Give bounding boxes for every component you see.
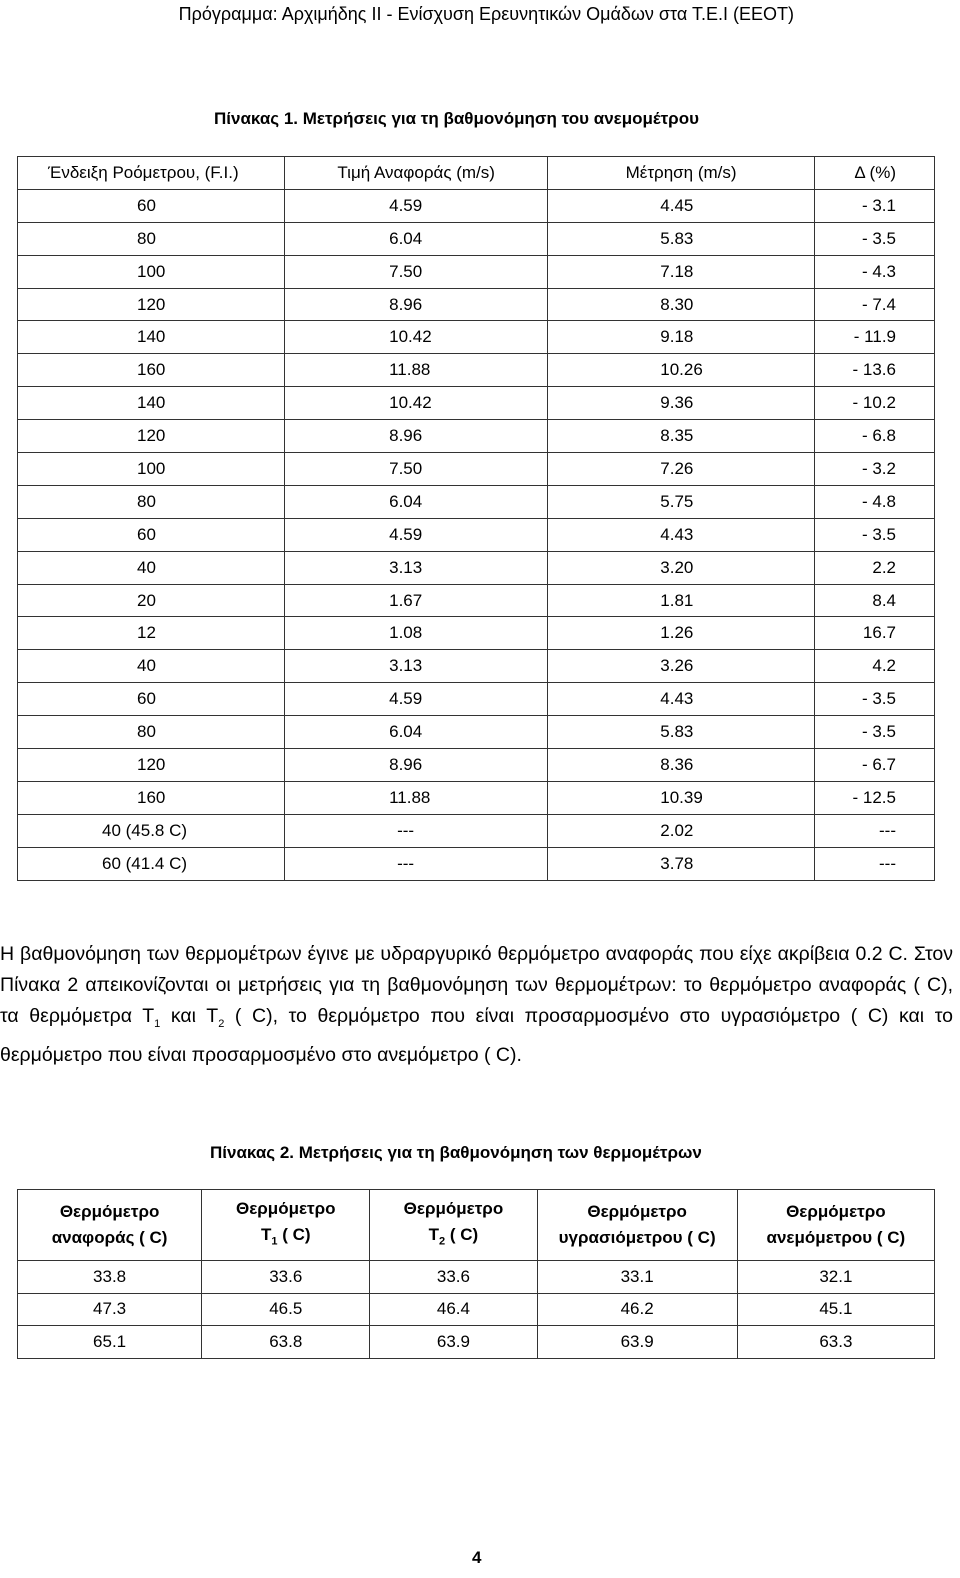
table-row	[18, 189, 935, 222]
table-cell: 7.50	[285, 255, 548, 288]
body-paragraph	[0, 939, 953, 1071]
table-row	[18, 255, 935, 288]
table-cell: 4.45	[548, 189, 815, 222]
column-header-hygrometer-thermometer: Θερμόμετρο υγρασιόμετρου ( C)	[537, 1190, 737, 1261]
table-cell: - 7.4	[814, 288, 934, 321]
table-row	[18, 420, 935, 453]
table-cell: 120	[18, 288, 285, 321]
document-header: Πρόγραμμα: Αρχιμήδης ΙΙ - Ενίσχυση Ερευνητικών Ομάδων στα Τ.Ε.Ι (ΕΕΟΤ)	[178, 4, 794, 24]
table-cell: 20	[18, 584, 285, 617]
table-row	[18, 781, 935, 814]
column-header-anemometer-thermometer: Θερμόμετρο ανεμόμετρου ( C)	[737, 1190, 934, 1261]
table-cell: 60	[18, 189, 285, 222]
table-cell: 120	[18, 749, 285, 782]
table-cell: 2.02	[548, 814, 815, 847]
table-row	[18, 749, 935, 782]
table-cell: 60	[18, 518, 285, 551]
table-cell: 8.4	[814, 584, 934, 617]
table-cell: - 10.2	[814, 387, 934, 420]
table-cell: 7.50	[285, 453, 548, 486]
table-cell: 80	[18, 716, 285, 749]
table1-caption: Πίνακας 1. Μετρήσεις για τη βαθμονόμηση του ανεμομέτρου	[214, 109, 699, 128]
paragraph-text-3: ( C), το θερμόμετρο που είναι προσαρμοσμένο στο υγρασιόμετρο ( C) και το θερμόμετρο που είναι προσαρμοσμένο στο ανεμόμετρο ( C).	[0, 1005, 953, 1066]
table-cell: 12	[18, 617, 285, 650]
table-cell: 7.18	[548, 255, 815, 288]
table-cell: ---	[285, 814, 548, 847]
table-cell: - 4.8	[814, 485, 934, 518]
table-cell: - 3.2	[814, 453, 934, 486]
table-cell: - 4.3	[814, 255, 934, 288]
table-cell: 40	[18, 650, 285, 683]
table-cell: - 3.1	[814, 189, 934, 222]
thermometer-calibration-table	[17, 1189, 935, 1359]
table-cell: - 12.5	[814, 781, 934, 814]
table-cell: 80	[18, 222, 285, 255]
table-cell: 33.6	[370, 1261, 537, 1294]
table-cell: 80	[18, 485, 285, 518]
table-row	[18, 453, 935, 486]
table-row	[18, 551, 935, 584]
table-row	[18, 814, 935, 847]
table-cell: 4.43	[548, 518, 815, 551]
column-header-flowmeter: Ένδειξη Ροόμετρου, (F.I.)	[18, 157, 285, 190]
table-cell: 46.5	[202, 1293, 370, 1326]
table-cell: 9.18	[548, 321, 815, 354]
table-cell: - 3.5	[814, 518, 934, 551]
table-cell: 3.13	[285, 650, 548, 683]
table-cell: 47.3	[18, 1293, 202, 1326]
paragraph-text-2: και Τ	[160, 1005, 219, 1027]
table-cell: 11.88	[285, 354, 548, 387]
table-cell: 5.83	[548, 222, 815, 255]
table-row	[18, 683, 935, 716]
table-row	[18, 288, 935, 321]
table-cell: - 3.5	[814, 716, 934, 749]
table-cell: ---	[285, 847, 548, 880]
table-row	[18, 321, 935, 354]
table-cell: 10.42	[285, 321, 548, 354]
table-cell: 10.42	[285, 387, 548, 420]
table-cell: 1.08	[285, 617, 548, 650]
table-cell: 140	[18, 387, 285, 420]
table-row	[18, 222, 935, 255]
table-cell: 45.1	[737, 1293, 934, 1326]
table-cell: 46.4	[370, 1293, 537, 1326]
table-row	[18, 1261, 935, 1294]
table-cell: 33.1	[537, 1261, 737, 1294]
table-row	[18, 847, 935, 880]
table-cell: 40	[18, 551, 285, 584]
anemometer-calibration-table	[17, 156, 935, 881]
table-cell: 8.30	[548, 288, 815, 321]
table-cell: 8.96	[285, 288, 548, 321]
table-cell: - 11.9	[814, 321, 934, 354]
table-cell: 5.75	[548, 485, 815, 518]
table-cell: 4.59	[285, 518, 548, 551]
table-cell: - 6.7	[814, 749, 934, 782]
table-cell: 4.59	[285, 189, 548, 222]
table-cell: 100	[18, 453, 285, 486]
subscript-2: 2	[218, 1017, 225, 1030]
paragraph-text-1: Η βαθμονόμηση των θερμομέτρων έγινε με υδραργυρικό θερμόμετρο αναφοράς που είχε ακρίβεια 0.2 C. Στον Πίνακα 2 απεικονίζονται οι μετρήσεις για τη βαθμονόμηση των θερμομέτρων: το θερμόμετρο αναφοράς ( C), τα θερμόμετρα Τ	[0, 943, 953, 1027]
table-cell: 63.8	[202, 1326, 370, 1359]
table-cell: - 3.5	[814, 222, 934, 255]
table-cell: - 6.8	[814, 420, 934, 453]
table-cell: - 3.5	[814, 683, 934, 716]
table-cell: 60	[18, 683, 285, 716]
column-header-delta: Δ (%)	[814, 157, 934, 190]
table-header-row	[18, 157, 935, 190]
table-cell: 160	[18, 781, 285, 814]
table-row	[18, 650, 935, 683]
table-cell: 60 (41.4 C)	[18, 847, 285, 880]
table-cell: 160	[18, 354, 285, 387]
table-cell: ---	[814, 847, 934, 880]
table-cell: 100	[18, 255, 285, 288]
table-row	[18, 716, 935, 749]
table-cell: 6.04	[285, 716, 548, 749]
table-row	[18, 1293, 935, 1326]
table-cell: 6.04	[285, 485, 548, 518]
table-cell: 32.1	[737, 1261, 934, 1294]
column-header-measurement: Μέτρηση (m/s)	[548, 157, 815, 190]
table-row	[18, 1326, 935, 1359]
table-cell: 63.3	[737, 1326, 934, 1359]
table-cell: 4.59	[285, 683, 548, 716]
table-row	[18, 584, 935, 617]
table-header-row	[18, 1190, 935, 1261]
column-header-t2-thermometer: Θερμόμετρο $T_2$ ( C)	[370, 1190, 537, 1261]
table-row	[18, 485, 935, 518]
table-cell: 63.9	[537, 1326, 737, 1359]
table-cell: 1.26	[548, 617, 815, 650]
table-cell: 33.8	[18, 1261, 202, 1294]
page-number: 4	[472, 1548, 482, 1567]
table-row	[18, 387, 935, 420]
table-cell: 8.96	[285, 749, 548, 782]
table-cell: - 13.6	[814, 354, 934, 387]
column-header-reference: Τιμή Αναφοράς (m/s)	[285, 157, 548, 190]
table-row	[18, 617, 935, 650]
table-cell: 8.35	[548, 420, 815, 453]
table-cell: 9.36	[548, 387, 815, 420]
table-row	[18, 354, 935, 387]
table-cell: 4.2	[814, 650, 934, 683]
table2-caption: Πίνακας 2. Μετρήσεις για τη βαθμονόμηση των θερμομέτρων	[210, 1143, 702, 1162]
table-cell: 10.39	[548, 781, 815, 814]
column-header-reference-thermometer: Θερμόμετρο αναφοράς ( C)	[18, 1190, 202, 1261]
table-cell: 10.26	[548, 354, 815, 387]
table-cell: 1.81	[548, 584, 815, 617]
table-cell: 3.20	[548, 551, 815, 584]
table-cell: 7.26	[548, 453, 815, 486]
table-cell: 5.83	[548, 716, 815, 749]
table-cell: 8.36	[548, 749, 815, 782]
table-row	[18, 518, 935, 551]
table-cell: 33.6	[202, 1261, 370, 1294]
table-cell: 8.96	[285, 420, 548, 453]
table-cell: 16.7	[814, 617, 934, 650]
table-cell: 65.1	[18, 1326, 202, 1359]
subscript-1: 1	[154, 1017, 161, 1030]
column-header-t1-thermometer: Θερμόμετρο $T_1$ ( C)	[202, 1190, 370, 1261]
table-cell: 63.9	[370, 1326, 537, 1359]
table-cell: 3.26	[548, 650, 815, 683]
table-cell: 6.04	[285, 222, 548, 255]
table-cell: 140	[18, 321, 285, 354]
table-cell: 40 (45.8 C)	[18, 814, 285, 847]
table-cell: 4.43	[548, 683, 815, 716]
table-cell: 120	[18, 420, 285, 453]
table-cell: 46.2	[537, 1293, 737, 1326]
table-cell: ---	[814, 814, 934, 847]
table-cell: 3.78	[548, 847, 815, 880]
table-cell: 2.2	[814, 551, 934, 584]
table-cell: 11.88	[285, 781, 548, 814]
table-cell: 1.67	[285, 584, 548, 617]
table-cell: 3.13	[285, 551, 548, 584]
